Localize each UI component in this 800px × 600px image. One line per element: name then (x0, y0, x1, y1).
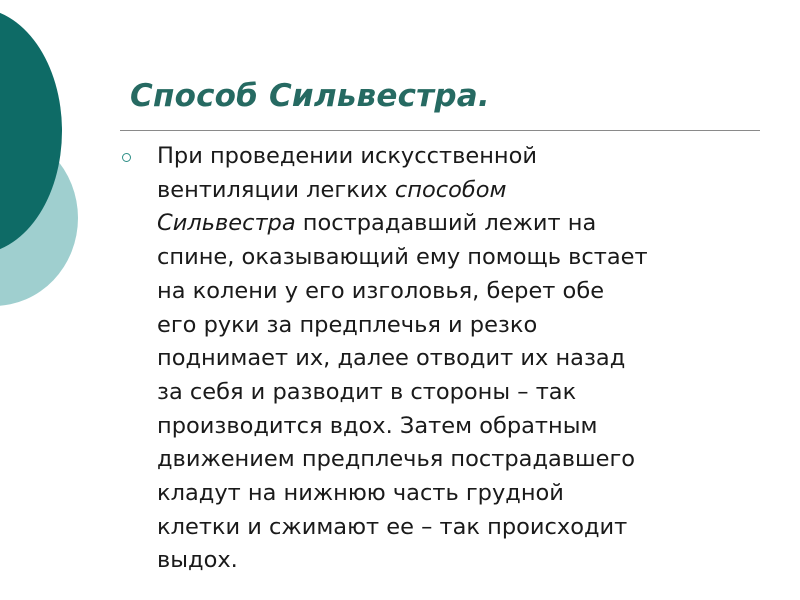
paragraph-line: за себя и разводит в стороны – так (157, 378, 577, 405)
paragraph-line: на колени у его изголовья, берет обе (157, 277, 605, 304)
paragraph-line: спине, оказывающий ему помощь встает (157, 244, 648, 271)
paragraph-line: клетки и сжимают ее – так происходит (157, 513, 628, 540)
bullet-paragraph (157, 140, 772, 578)
emphasized-term: Сильвестра (157, 210, 296, 237)
paragraph-line: производится вдох. Затем обратным (157, 412, 598, 439)
paragraph-line: При проведении искусственной (157, 143, 538, 169)
paragraph-line: поднимает их, далее отводит их назад (157, 345, 626, 372)
hollow-circle-bullet-icon (122, 153, 131, 162)
title-divider (120, 130, 760, 131)
paragraph-line: выдох. (157, 547, 238, 574)
paragraph-line: вентиляции легких способом (157, 176, 507, 203)
paragraph-line: Сильвестра пострадавший лежит на (157, 210, 597, 237)
emphasized-term: способом (394, 176, 507, 203)
paragraph-line: его руки за предплечья и резко (157, 311, 538, 338)
paragraph-line: движением предплечья пострадавшего (157, 446, 636, 473)
paragraph-line: кладут на нижнюю часть грудной (157, 480, 564, 507)
slide-title: Способ Сильвестра. (130, 78, 490, 114)
